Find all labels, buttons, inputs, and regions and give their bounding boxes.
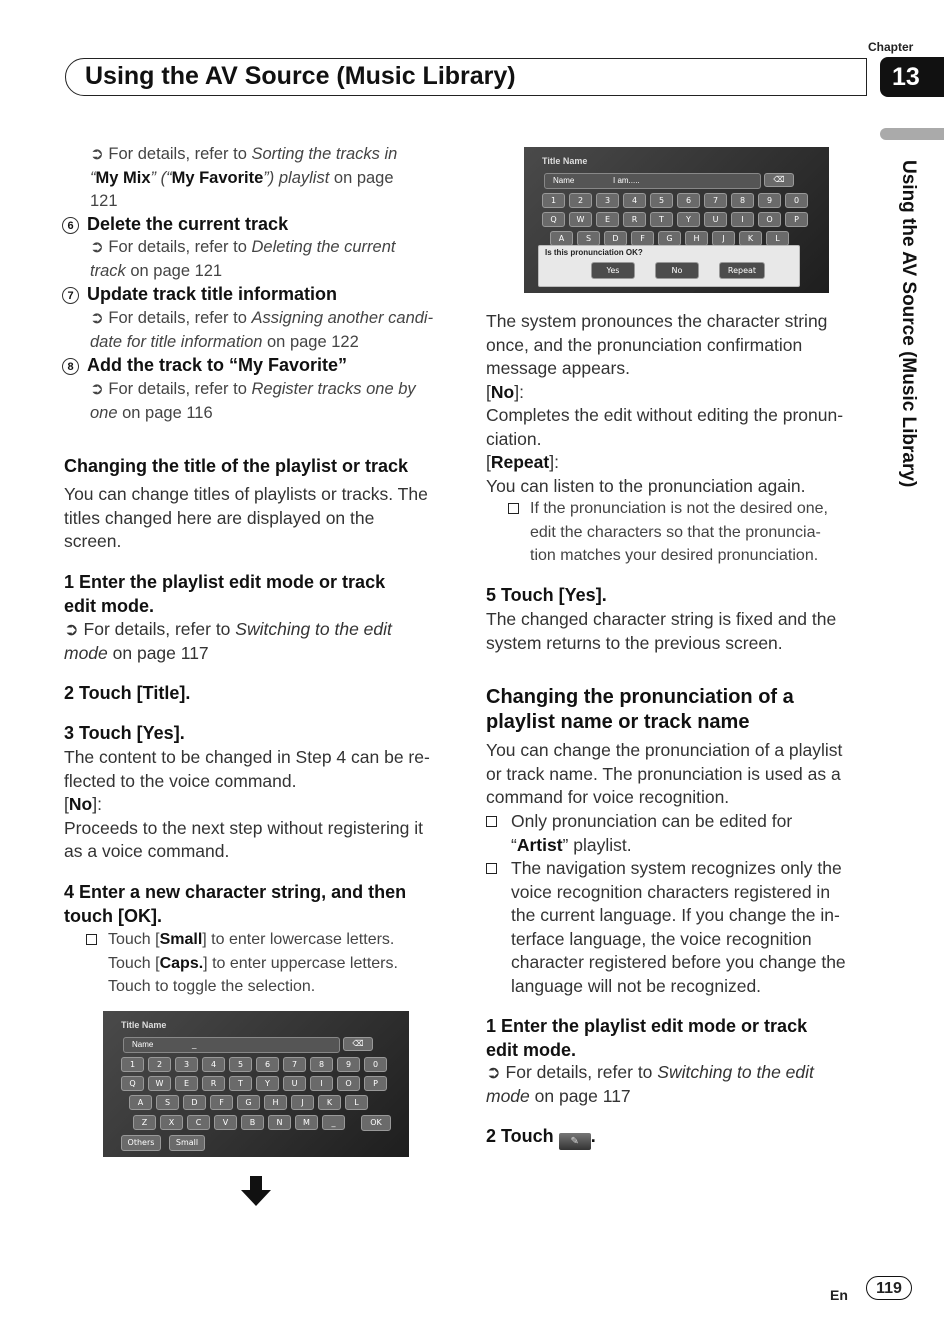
key-3: 3 — [596, 193, 619, 208]
key-q: Q — [121, 1076, 144, 1091]
footer-language: En — [830, 1287, 848, 1303]
step-3-heading: 3 Touch [Yes]. — [64, 723, 185, 743]
right-step-1-heading: 1 Enter the playlist edit mode or track edit mode. — [486, 1016, 808, 1060]
key-j: J — [291, 1095, 314, 1110]
checkbox-bullet-icon — [486, 863, 497, 874]
key-o: O — [758, 212, 781, 227]
name-field: Name I am..... — [544, 173, 761, 189]
key-9: 9 — [758, 193, 781, 208]
key-m: M — [295, 1115, 318, 1130]
screen-title: Title Name — [542, 156, 588, 166]
key-g: G — [237, 1095, 260, 1110]
step-5-heading: 5 Touch [Yes]. — [486, 585, 607, 605]
others-key: Others — [121, 1135, 161, 1151]
pronunciation-notes — [486, 810, 876, 998]
pronunciation-screenshot — [524, 147, 829, 293]
right-step-2-heading: 2 Touch ✎ . — [486, 1125, 596, 1150]
key-j: J — [712, 231, 735, 246]
key-4: 4 — [623, 193, 646, 208]
key-i: I — [310, 1076, 333, 1091]
chapter-label: Chapter — [868, 40, 914, 54]
key-t: T — [650, 212, 673, 227]
key-g: G — [658, 231, 681, 246]
checkbox-bullet-icon — [486, 816, 497, 827]
key-1: 1 — [542, 193, 565, 208]
no-key: No — [655, 262, 699, 279]
key-h: H — [264, 1095, 287, 1110]
section-heading-pronunciation: Changing the pronunciation of a playlist name or track name — [486, 686, 794, 733]
side-tab-marker — [880, 128, 944, 140]
side-running-title: Using the AV Source (Music Library) — [898, 160, 919, 488]
step-2-heading: 2 Touch [Title]. — [64, 683, 191, 703]
repeat-note: If the pronunciation is not the desired one, edit the characters so that the pronuncia- tion matches your desired pronunciation. — [508, 497, 900, 568]
right-arrow-icon: ➲ — [90, 145, 104, 163]
key-1: 1 — [121, 1057, 144, 1072]
right-arrow-icon: ➲ — [90, 309, 104, 327]
ok-key: OK — [361, 1115, 391, 1131]
key-v: V — [214, 1115, 237, 1130]
key-b: B — [241, 1115, 264, 1130]
step-5-body: The changed character string is fixed and the system returns to the previous screen. — [486, 609, 837, 653]
confirm-dialog — [538, 245, 800, 287]
step-1-heading: 1 Enter the playlist edit mode or track edit mode. — [64, 572, 386, 616]
page-number: 119 — [866, 1276, 912, 1300]
down-arrow-icon — [240, 1176, 272, 1208]
key-p: P — [785, 212, 808, 227]
circled-number: 7 — [62, 287, 79, 304]
note-2: The navigation system recognizes only the voice recognition characters registered in the current language. If you change the in- terface language, the voice recognition character registered before you change the language will not be recognized. — [511, 857, 876, 998]
key-8: 8 — [731, 193, 754, 208]
item-6: 6 Delete the current track — [62, 213, 288, 237]
key-q: Q — [542, 212, 565, 227]
item-6-reference: ➲ For details, refer to Deleting the current track on page 121 — [90, 238, 396, 280]
key-space: _ — [322, 1115, 345, 1130]
key-2: 2 — [569, 193, 592, 208]
dialog-text: Is this pronunciation OK? — [545, 248, 643, 257]
key-y: Y — [256, 1076, 279, 1091]
key-7: 7 — [704, 193, 727, 208]
key-u: U — [283, 1076, 306, 1091]
key-f: F — [631, 231, 654, 246]
step-3-body: The content to be changed in Step 4 can be re- flected to the voice command. [No]: Proceeds to the next step without registering it as a voice command. — [64, 747, 430, 861]
key-i: I — [731, 212, 754, 227]
checkbox-bullet-icon — [508, 503, 519, 514]
name-field: Name _ — [123, 1037, 340, 1053]
key-x: X — [160, 1115, 183, 1130]
small-key: Small — [169, 1135, 205, 1151]
key-9: 9 — [337, 1057, 360, 1072]
backspace-key: ⌫ — [343, 1037, 373, 1051]
checkbox-bullet-icon — [86, 934, 97, 945]
key-5: 5 — [650, 193, 673, 208]
yes-key: Yes — [591, 262, 635, 279]
key-t: T — [229, 1076, 252, 1091]
sort-reference: ➲ For details, refer to Sorting the tracks in “My Mix” (“My Favorite”) playlist on page 121 — [90, 145, 398, 210]
keyboard-screenshot — [103, 1011, 409, 1157]
pronunciation-body: You can change the pronunciation of a playlist or track name. The pronunciation is used as a command for voice recognition. — [486, 740, 843, 807]
key-l: L — [766, 231, 789, 246]
right-step-1-reference: ➲ For details, refer to Switching to the edit mode on page 117 — [486, 1062, 814, 1106]
note-1: Only pronunciation can be edited for “Artist” playlist. — [511, 810, 876, 857]
key-6: 6 — [256, 1057, 279, 1072]
key-d: D — [183, 1095, 206, 1110]
backspace-key: ⌫ — [764, 173, 794, 187]
item-7-reference: ➲ For details, refer to Assigning another candi- date for title information on page 122 — [90, 309, 434, 351]
section-heading-title: Changing the title of the playlist or track — [64, 456, 409, 476]
key-8: 8 — [310, 1057, 333, 1072]
right-arrow-icon: ➲ — [90, 238, 104, 256]
key-2: 2 — [148, 1057, 171, 1072]
key-4: 4 — [202, 1057, 225, 1072]
key-a: A — [550, 231, 573, 246]
key-e: E — [596, 212, 619, 227]
key-n: N — [268, 1115, 291, 1130]
step-4-note: Touch [Small] to enter lowercase letters. Touch [Caps.] to enter uppercase letters. Touch to toggle the selection. — [86, 928, 446, 999]
key-k: K — [318, 1095, 341, 1110]
repeat-key: Repeat — [719, 262, 765, 279]
key-6: 6 — [677, 193, 700, 208]
key-s: S — [156, 1095, 179, 1110]
right-arrow-icon: ➲ — [90, 380, 104, 398]
key-7: 7 — [283, 1057, 306, 1072]
key-p: P — [364, 1076, 387, 1091]
circled-number: 8 — [62, 358, 79, 375]
screen-title: Title Name — [121, 1020, 167, 1030]
right-arrow-icon: ➲ — [486, 1062, 501, 1082]
key-e: E — [175, 1076, 198, 1091]
key-u: U — [704, 212, 727, 227]
key-z: Z — [133, 1115, 156, 1130]
key-y: Y — [677, 212, 700, 227]
item-8-reference: ➲ For details, refer to Register tracks one by one on page 116 — [90, 380, 416, 422]
key-3: 3 — [175, 1057, 198, 1072]
key-s: S — [577, 231, 600, 246]
circled-number: 6 — [62, 217, 79, 234]
intro-body: The system pronounces the character string once, and the pronunciation confirmation message appears. [No]: Completes the edit without editing the pronun- ciation. [Repeat]: You can listen to the pronunciation again. — [486, 311, 844, 496]
right-arrow-icon: ➲ — [64, 619, 79, 639]
key-c: C — [187, 1115, 210, 1130]
section-body: You can change titles of playlists or tracks. The titles changed here are displayed on the screen. — [64, 484, 428, 551]
key-f: F — [210, 1095, 233, 1110]
step-4-heading: 4 Enter a new character string, and then touch [OK]. — [64, 882, 407, 926]
key-h: H — [685, 231, 708, 246]
key-k: K — [739, 231, 762, 246]
key-5: 5 — [229, 1057, 252, 1072]
key-r: R — [623, 212, 646, 227]
pronunciation-edit-icon: ✎ — [559, 1133, 591, 1150]
item-8: 8 Add the track to “My Favorite” — [62, 354, 347, 378]
key-0: 0 — [785, 193, 808, 208]
key-a: A — [129, 1095, 152, 1110]
page-title: Using the AV Source (Music Library) — [85, 62, 516, 90]
key-l: L — [345, 1095, 368, 1110]
item-7: 7 Update track title information — [62, 283, 337, 307]
key-0: 0 — [364, 1057, 387, 1072]
chapter-number: 13 — [880, 57, 944, 97]
step-1-reference: ➲ For details, refer to Switching to the edit mode on page 117 — [64, 619, 392, 663]
key-d: D — [604, 231, 627, 246]
key-w: W — [148, 1076, 171, 1091]
key-r: R — [202, 1076, 225, 1091]
key-o: O — [337, 1076, 360, 1091]
key-w: W — [569, 212, 592, 227]
